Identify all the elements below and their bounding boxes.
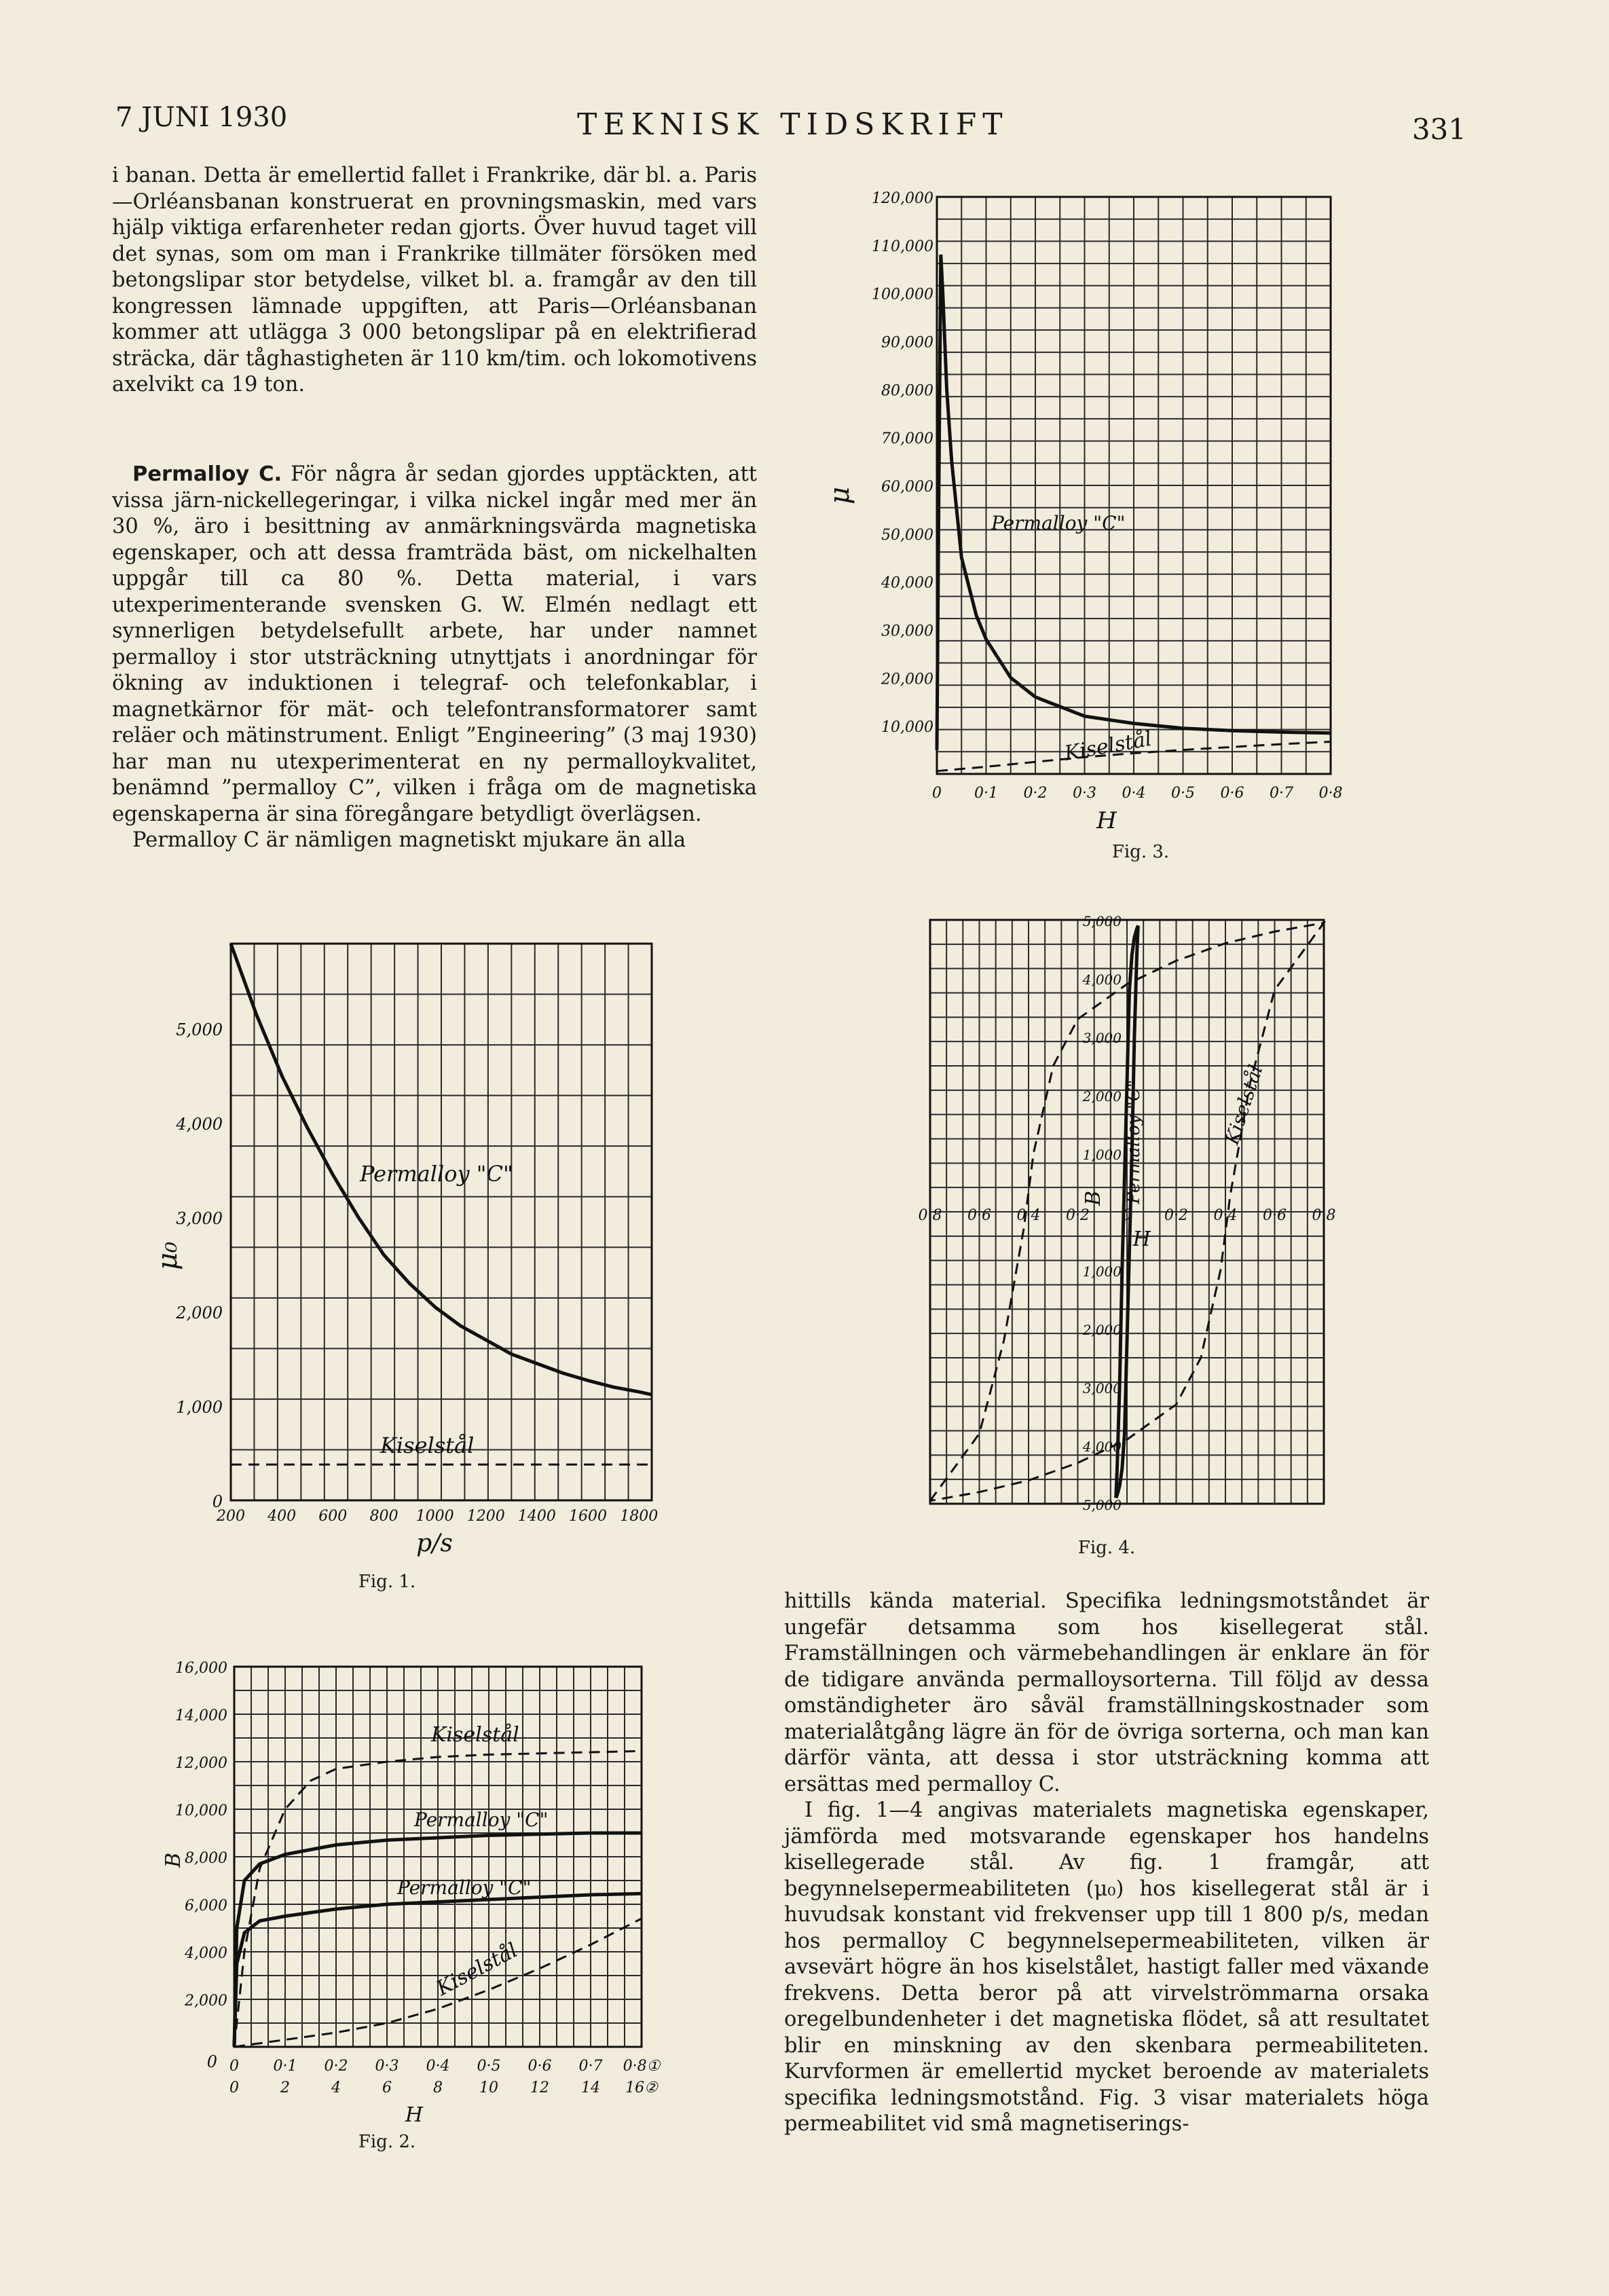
y-tick-label: 0 <box>206 2052 217 2071</box>
y-tick-label: 80,000 <box>881 382 933 400</box>
figure-1 <box>152 937 692 1585</box>
x-tick-label: 1600 <box>569 1508 608 1525</box>
y-tick-label: 120,000 <box>872 190 933 207</box>
series-label-permalloy: Permalloy "C" <box>991 512 1126 534</box>
x-tick-label: 1400 <box>517 1508 556 1525</box>
y-tick-label: 1,000 <box>1082 1263 1122 1280</box>
y-tick-label: 3,000 <box>176 1209 223 1229</box>
x-tick-label: 0·8 <box>1318 785 1343 802</box>
x-tick-label: 0·4 <box>1213 1207 1238 1224</box>
paragraph <box>112 462 757 828</box>
y-tick-label: 0 <box>212 1492 223 1511</box>
y-tick-label: 1,000 <box>1082 1147 1122 1163</box>
x-tick-label: 1200 <box>466 1508 505 1525</box>
x-tick-label: 0·5 <box>1171 785 1195 802</box>
x-axis-label: H <box>1132 1227 1151 1251</box>
series-label-kiselstal-1: Kiselstål <box>432 1938 522 2001</box>
figure-1-caption: Fig. 1. <box>358 1572 416 1592</box>
y-tick-label: 4,000 <box>1082 971 1122 988</box>
y-tick-label: 60,000 <box>881 479 933 496</box>
figure-2-caption: Fig. 2. <box>358 2132 416 2152</box>
article-column-left-top <box>112 163 757 399</box>
series-label-permalloy-1: Permalloy "C" <box>397 1876 532 1899</box>
x-tick-label: 0·3 <box>1073 785 1096 802</box>
y-axis-label: μ <box>824 487 855 504</box>
series-label-permalloy: Permalloy "C" <box>360 1161 513 1187</box>
x-tick-label-2: 16② <box>625 2079 658 2096</box>
x-tick-label-1: 0·4 <box>426 2058 450 2075</box>
x-tick-label-2: 10 <box>479 2079 498 2096</box>
y-tick-label: 1,000 <box>176 1398 223 1418</box>
series-label-kiselstal: Kiselstål <box>380 1432 475 1458</box>
x-tick-label: 800 <box>369 1508 399 1525</box>
x-tick-label: 0·6 <box>1220 785 1244 802</box>
x-tick-label: 0·2 <box>1023 785 1048 802</box>
y-axis-label: B <box>162 1852 185 1868</box>
series-label-kiselstal-2: Kiselstål <box>431 1723 519 1747</box>
x-axis-label: H <box>405 2103 424 2127</box>
x-tick-label-2: 4 <box>331 2079 341 2096</box>
y-tick-label: 4,000 <box>176 1115 223 1134</box>
x-tick-label-1: 0·6 <box>528 2058 552 2075</box>
figure-3-caption: Fig. 3. <box>1111 842 1170 862</box>
journal-title: TEKNISK TIDSKRIFT <box>577 107 1009 142</box>
y-tick-label: 5,000 <box>1082 913 1122 929</box>
y-tick-label: 5,000 <box>1082 1497 1122 1513</box>
figure-4-caption: Fig. 4. <box>1077 1538 1136 1558</box>
y-tick-label: 2,000 <box>1082 1322 1122 1338</box>
x-tick-label: 0·8 <box>1312 1207 1336 1224</box>
x-tick-label: 600 <box>318 1508 348 1525</box>
figure-1-chart <box>152 937 692 1582</box>
x-tick-label-1: 0·5 <box>477 2058 501 2075</box>
y-tick-label: 14,000 <box>175 1707 227 1724</box>
y-tick-label: 3,000 <box>1082 1030 1122 1046</box>
x-tick-label: 0 <box>1122 1207 1132 1224</box>
x-tick-label: 1800 <box>620 1508 659 1525</box>
series-label-kiselstal: Kiselstål <box>1062 726 1154 766</box>
y-tick-label: 6,000 <box>185 1897 227 1914</box>
figure-2-chart <box>163 1656 692 2145</box>
paragraph: Permalloy C är nämligen magnetiskt mjukare än alla <box>132 828 686 852</box>
y-tick-label: 4,000 <box>185 1945 227 1962</box>
paragraph: I fig. 1—4 angivas materialets magnetiska egenskaper, jämförda med motsvarande egenskaper hos handelns kisellegerade stål. Av fig. 1 framgår, att begynnelsepermeabiliteten (μ₀) hos kisellegerat stål är i huvudsak konstant vid frekvenser upp till 1 800 p/s, medan hos permalloy C begynnelsepermeabiliteten, vilken är avsevärt högre än hos kiselstålet, hastigt faller med växande frekvens. Detta beror på att virvelströmmarna orsaka oregelbundenheter i det magnetiska flödet, så att resultatet blir en minskning av den skenbara permeabiliteten. Kurvformen är emellertid mycket beroende av materialets specifika ledningsmotstånd. Fig. 3 visar materialets höga permeabilitet vid små magnetiserings- <box>784 1798 1429 2136</box>
y-tick-label: 100,000 <box>872 286 933 303</box>
x-tick-label-1: 0·2 <box>324 2058 348 2075</box>
x-tick-label-2: 8 <box>433 2079 443 2096</box>
section-heading: Permalloy C. <box>132 462 282 486</box>
figure-3-chart <box>824 177 1365 855</box>
y-tick-label: 110,000 <box>872 238 933 255</box>
y-tick-label: 2,000 <box>185 1993 227 2010</box>
figure-4-chart <box>862 910 1378 1521</box>
y-tick-label: 12,000 <box>175 1755 227 1772</box>
x-tick-label-2: 14 <box>581 2079 600 2096</box>
y-tick-label: 70,000 <box>881 430 933 448</box>
y-axis-label: μ₀ <box>152 1241 183 1271</box>
page-header <box>115 95 1466 146</box>
x-tick-label: 0·6 <box>967 1207 991 1224</box>
x-tick-label: 0·4 <box>1016 1207 1041 1224</box>
x-tick-label-1: 0 <box>229 2058 239 2075</box>
x-axis-label: H <box>1096 807 1117 834</box>
x-tick-label: 0·8 <box>918 1207 942 1224</box>
x-tick-label-2: 6 <box>382 2079 392 2096</box>
issue-date: 7 JUNI 1930 <box>115 102 288 133</box>
x-tick-label-2: 2 <box>280 2079 290 2096</box>
x-tick-label-1: 0·8① <box>623 2058 661 2075</box>
x-tick-label-2: 0 <box>229 2079 239 2096</box>
y-tick-label: 90,000 <box>881 334 933 352</box>
y-tick-label: 10,000 <box>175 1802 227 1819</box>
x-tick-label: 200 <box>217 1508 245 1525</box>
article-column-right-bottom <box>784 1589 1429 2138</box>
paragraph-text: För några år sedan gjordes upptäckten, att vissa järn-nickellegeringar, i vilka nickel ingår med mer än 30 %, äro i besittning av anmärkningsvärda magnetiska egenskaper, och att dessa framträda bäst, om nickelhalten uppgår till ca 80 %. Detta material, i vars utexperimenterande svensken G. W. Elmén nedlagt ett synnerligen betydelsefullt arbete, har under namnet permalloy i stor utsträckning utnyttjats i anordningar för ökning av induktionen i telegraf- och telefonkablar, i magnetkärnor för mät- och telefontransformatorer samt reläer och mätinstrument. Enligt ”Engineering” (3 maj 1930) har man nu utexperimenterat en ny permalloykvalitet, benämnd ”permalloy C”, vilken i fråga om de magnetiska egenskaperna är sina föregångare betydligt överlägsen. <box>112 462 757 826</box>
x-tick-label: 0·2 <box>1164 1207 1188 1224</box>
series-label-permalloy-2: Permalloy "C" <box>414 1809 549 1831</box>
x-tick-label-1: 0·1 <box>273 2058 297 2075</box>
series-label-permalloy: Permalloy "C" <box>1124 1079 1145 1204</box>
article-column-left-middle <box>112 462 757 854</box>
x-tick-label: 0·4 <box>1122 785 1146 802</box>
y-tick-label: 30,000 <box>881 623 933 640</box>
figure-2 <box>163 1656 692 2148</box>
page-number: 331 <box>1411 113 1466 146</box>
paragraph: i banan. Detta är emellertid fallet i Frankrike, där bl. a. Paris—Orléansbanan konstruerat en provningsmaskin, med vars hjälp viktiga erfarenheter redan gjorts. Över huvud taget vill det synas, som om man i Frankrike tillmäter försöken med betongslipar stor betydelse, vilket bl. a. framgår av den till kongressen lämnade uppgiften, att Paris—Orléansbanan kommer att utlägga 3 000 betongslipar på en elektrifierad sträcka, där tåghastigheten är 110 km/tim. och lokomotivens axelvikt ca 19 ton. <box>112 164 757 396</box>
chart-grid <box>231 944 652 1500</box>
figure-4 <box>862 910 1378 1523</box>
y-axis-label: B <box>1081 1190 1106 1206</box>
x-tick-label: 0·2 <box>1066 1207 1090 1224</box>
y-tick-label: 16,000 <box>175 1660 227 1677</box>
x-tick-label-1: 0·3 <box>375 2058 399 2075</box>
figure-3 <box>824 177 1365 858</box>
y-tick-label: 4,000 <box>1082 1439 1122 1455</box>
y-tick-label: 40,000 <box>881 574 933 592</box>
y-tick-label: 50,000 <box>881 526 933 544</box>
y-tick-label: 10,000 <box>881 719 933 737</box>
series-label-kiselstal: Kiselstål <box>1220 1062 1268 1147</box>
chart-grid <box>937 197 1331 774</box>
x-tick-label: 0·7 <box>1270 785 1293 802</box>
x-tick-label-2: 12 <box>530 2079 549 2096</box>
y-tick-label: 2,000 <box>176 1303 223 1323</box>
y-tick-label: 3,000 <box>1082 1380 1122 1396</box>
y-tick-label: 5,000 <box>176 1020 223 1040</box>
x-tick-label: 0 <box>932 785 942 802</box>
y-tick-label: 8,000 <box>185 1850 227 1867</box>
x-tick-label-1: 0·7 <box>578 2058 603 2075</box>
x-axis-label: p/s <box>416 1530 453 1557</box>
y-tick-label: 2,000 <box>1082 1088 1122 1105</box>
paragraph: hittills kända material. Specifika ledningsmotståndet är ungefär detsamma som hos kisellegerat stål. Framställningen och värmebehandlingen är enklare än för de tidigare använda permalloysorterna. Till följd av dessa omständigheter äro såväl framställningskostnader som materialåtgång lägre än för de övriga sorterna, och man kan därför vänta, att dessa i stor utsträckning komma att ersättas med permalloy C. <box>784 1589 1429 1796</box>
x-tick-label: 0·6 <box>1263 1207 1287 1224</box>
x-tick-label: 1000 <box>415 1508 454 1525</box>
x-tick-label: 400 <box>267 1508 297 1525</box>
y-tick-label: 20,000 <box>881 671 933 688</box>
x-tick-label: 0·1 <box>974 785 998 802</box>
